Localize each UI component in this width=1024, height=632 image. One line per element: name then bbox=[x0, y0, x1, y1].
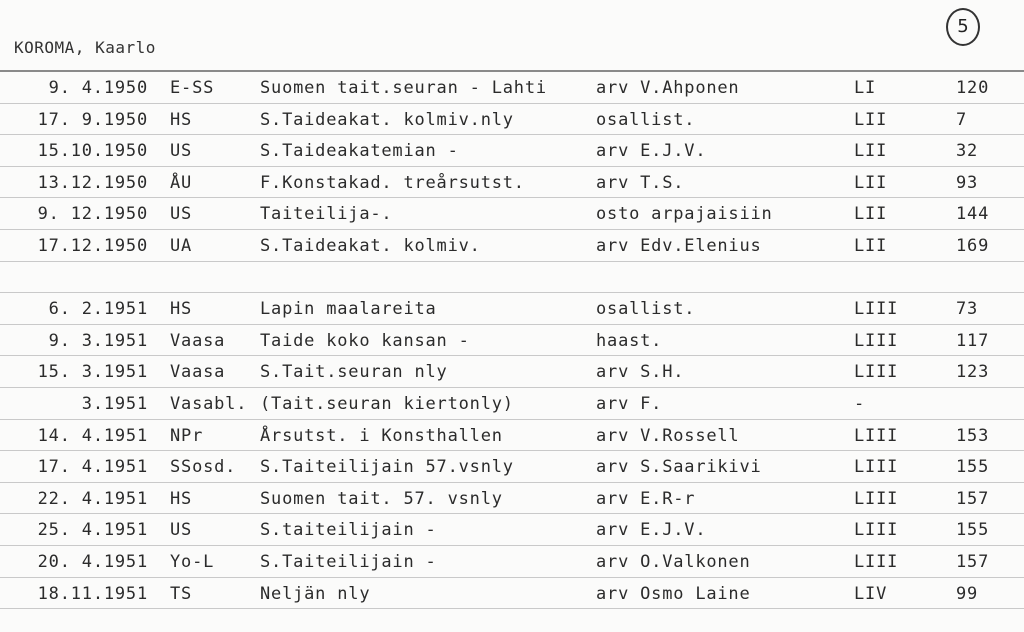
entry-row bbox=[0, 483, 1024, 515]
entry-catalog: LIII bbox=[854, 551, 899, 572]
entry-number: 117 bbox=[956, 330, 990, 351]
entry-row bbox=[0, 135, 1024, 167]
entry-date: 15.10.1950 bbox=[37, 141, 148, 162]
entry-note: arv E.J.V. bbox=[596, 520, 707, 541]
entry-number: 99 bbox=[956, 583, 979, 604]
entry-note: arv E.R-r bbox=[596, 488, 696, 509]
entry-date: 20. 4.1951 bbox=[37, 551, 148, 572]
entry-title: Suomen tait.seuran - Lahti bbox=[260, 78, 547, 98]
entry-row bbox=[0, 578, 1024, 610]
entry-catalog: LIII bbox=[854, 520, 899, 541]
entry-note: osallist. bbox=[596, 109, 696, 130]
entry-note: osallist. bbox=[596, 299, 696, 320]
entry-source: E-SS bbox=[170, 78, 215, 98]
entry-row bbox=[0, 420, 1024, 452]
entry-source: US bbox=[170, 141, 193, 162]
entry-note: arv S.H. bbox=[596, 362, 685, 383]
entry-note: haast. bbox=[596, 330, 663, 351]
entry-catalog: LIV bbox=[854, 583, 888, 604]
entry-note: arv Edv.Elenius bbox=[596, 235, 762, 256]
entry-title: S.Tait.seuran nly bbox=[260, 362, 448, 383]
entry-note: arv T.S. bbox=[596, 172, 685, 193]
entry-catalog: LII bbox=[854, 141, 888, 162]
entry-row bbox=[0, 230, 1024, 262]
entry-number: 155 bbox=[956, 457, 990, 478]
entry-number: 157 bbox=[956, 488, 990, 509]
entry-source: HS bbox=[170, 488, 193, 509]
entry-date: 17. 9.1950 bbox=[37, 109, 148, 130]
entry-title: Lapin maalareita bbox=[260, 299, 437, 320]
entry-note: arv S.Saarikivi bbox=[596, 457, 762, 478]
entry-row bbox=[0, 72, 1024, 104]
entry-row bbox=[0, 167, 1024, 199]
entry-catalog: LIII bbox=[854, 425, 899, 446]
entry-source: ÅU bbox=[170, 172, 193, 193]
entry-title: S.Taideakat. kolmiv. bbox=[260, 235, 481, 256]
entry-date: 17. 4.1951 bbox=[37, 457, 148, 478]
entry-catalog: LIII bbox=[854, 299, 899, 320]
entry-catalog: - bbox=[854, 393, 866, 414]
entry-date: 14. 4.1951 bbox=[37, 425, 148, 446]
card-heading: KOROMA, Kaarlo bbox=[14, 38, 156, 57]
entry-catalog: LII bbox=[854, 109, 888, 130]
entry-source: Yo-L bbox=[170, 551, 215, 572]
entry-date: 13.12.1950 bbox=[37, 172, 148, 193]
entry-title: S.Taiteilijain - bbox=[260, 551, 437, 572]
entry-date: 3.1951 bbox=[81, 393, 148, 414]
entry-row bbox=[0, 198, 1024, 230]
entry-row bbox=[0, 451, 1024, 483]
entry-title: F.Konstakad. treårsutst. bbox=[260, 172, 525, 193]
entry-catalog: LII bbox=[854, 235, 888, 256]
entry-catalog: LI bbox=[854, 78, 877, 98]
entry-title: Årsutst. i Konsthallen bbox=[260, 425, 503, 446]
entry-title: Suomen tait. 57. vsnly bbox=[260, 488, 503, 509]
entry-row bbox=[0, 325, 1024, 357]
entry-note: arv Osmo Laine bbox=[596, 583, 751, 604]
entry-number: 123 bbox=[956, 362, 990, 383]
entry-source: HS bbox=[170, 109, 193, 130]
entry-number: 153 bbox=[956, 425, 990, 446]
entry-number: 32 bbox=[956, 141, 979, 162]
entry-note: osto arpajaisiin bbox=[596, 204, 773, 225]
entry-row bbox=[0, 514, 1024, 546]
entry-note: arv V.Ahponen bbox=[596, 78, 740, 98]
entry-date: 25. 4.1951 bbox=[37, 520, 148, 541]
entry-date: 9. 4.1950 bbox=[48, 78, 148, 98]
entry-catalog: LIII bbox=[854, 362, 899, 383]
entry-list bbox=[0, 72, 1024, 609]
entry-catalog: LIII bbox=[854, 330, 899, 351]
entry-title: (Tait.seuran kiertonly) bbox=[260, 393, 514, 414]
entry-source: TS bbox=[170, 583, 193, 604]
page-number-circle: 5 bbox=[946, 8, 980, 46]
entry-title: S.Taideakat. kolmiv.nly bbox=[260, 109, 514, 130]
entry-date: 17.12.1950 bbox=[37, 235, 148, 256]
entry-title: S.Taideakatemian - bbox=[260, 141, 459, 162]
entry-note: arv V.Rossell bbox=[596, 425, 740, 446]
entry-title: Taiteilija-. bbox=[260, 204, 393, 225]
entry-title: Neljän nly bbox=[260, 583, 371, 604]
entry-number: 157 bbox=[956, 551, 990, 572]
entry-number: 73 bbox=[956, 299, 979, 320]
entry-source: HS bbox=[170, 299, 193, 320]
entry-row bbox=[0, 104, 1024, 136]
entry-date: 22. 4.1951 bbox=[37, 488, 148, 509]
entry-catalog: LIII bbox=[854, 457, 899, 478]
entry-title: S.taiteilijain - bbox=[260, 520, 437, 541]
entry-number: 155 bbox=[956, 520, 990, 541]
entry-number: 120 bbox=[956, 78, 990, 98]
entry-row bbox=[0, 293, 1024, 325]
entry-row bbox=[0, 546, 1024, 578]
entry-source: SSosd. bbox=[170, 457, 237, 478]
entry-source: UA bbox=[170, 235, 193, 256]
entry-source: US bbox=[170, 204, 193, 225]
entry-row bbox=[0, 356, 1024, 388]
entry-number: 169 bbox=[956, 235, 990, 256]
entry-catalog: LII bbox=[854, 204, 888, 225]
entry-date: 15. 3.1951 bbox=[37, 362, 148, 383]
entry-note: arv F. bbox=[596, 393, 663, 414]
entry-source: Vaasa bbox=[170, 330, 226, 351]
entry-catalog: LIII bbox=[854, 488, 899, 509]
entry-date: 9. 12.1950 bbox=[37, 204, 148, 225]
entry-number: 7 bbox=[956, 109, 968, 130]
blank-row bbox=[0, 262, 1024, 294]
entry-title: Taide koko kansan - bbox=[260, 330, 470, 351]
entry-date: 9. 3.1951 bbox=[48, 330, 148, 351]
entry-number: 93 bbox=[956, 172, 979, 193]
entry-catalog: LII bbox=[854, 172, 888, 193]
entry-source: US bbox=[170, 520, 193, 541]
entry-date: 18.11.1951 bbox=[37, 583, 148, 604]
entry-source: Vaasa bbox=[170, 362, 226, 383]
entry-date: 6. 2.1951 bbox=[48, 299, 148, 320]
entry-note: arv O.Valkonen bbox=[596, 551, 751, 572]
entry-source: NPr bbox=[170, 425, 204, 446]
entry-number: 144 bbox=[956, 204, 990, 225]
entry-source: Vasabl. bbox=[170, 393, 248, 414]
entry-title: S.Taiteilijain 57.vsnly bbox=[260, 457, 514, 478]
entry-row bbox=[0, 388, 1024, 420]
entry-note: arv E.J.V. bbox=[596, 141, 707, 162]
